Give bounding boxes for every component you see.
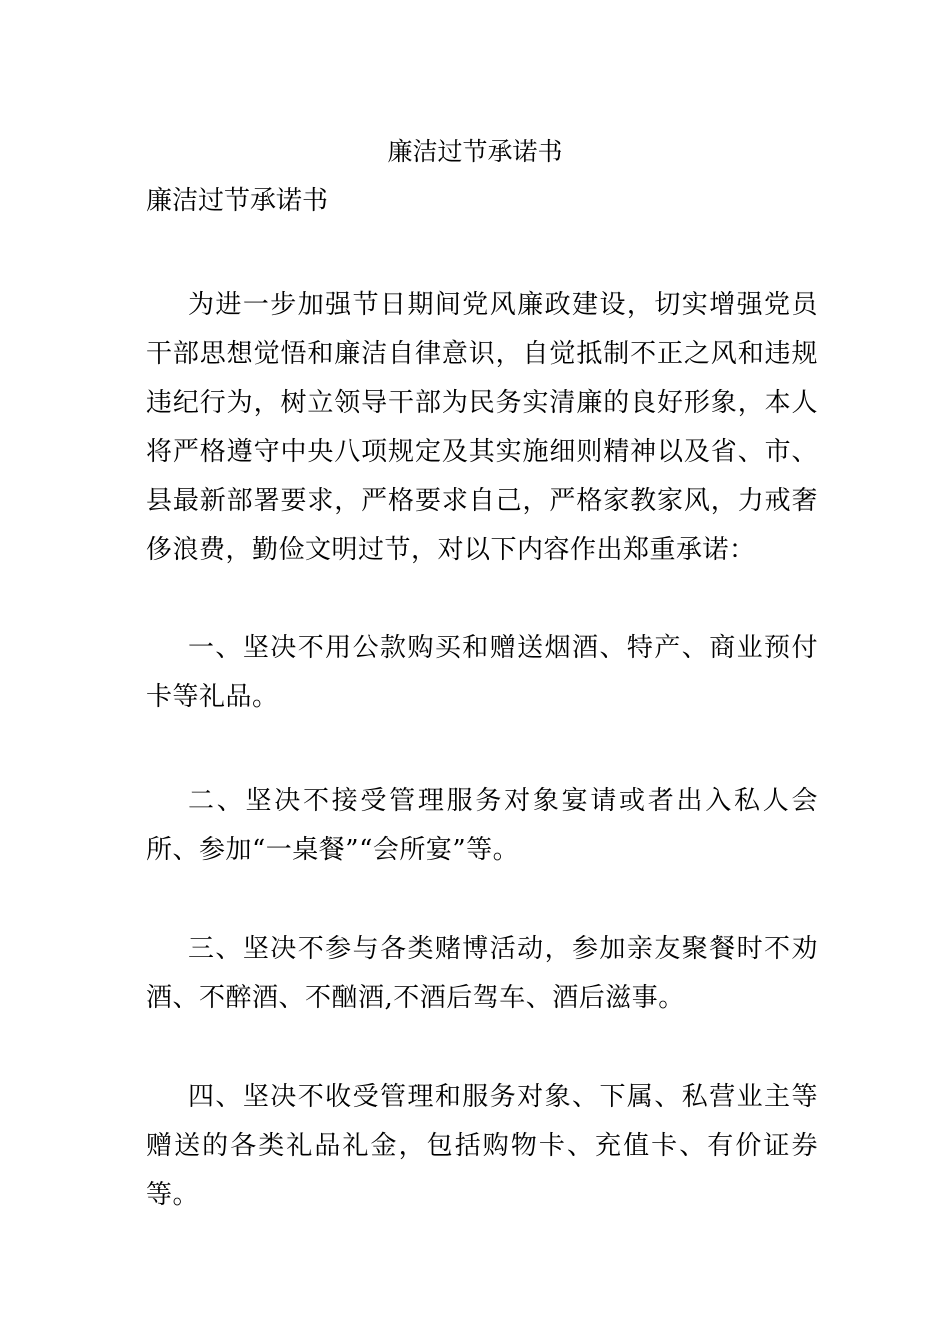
pledge-item-2: 二、坚决不接受管理服务对象宴请或者出入私人会所、参加“一桌餐”“会所宴”等。 [146, 786, 818, 865]
pledge-item-1: 一、坚决不用公款购买和赠送烟酒、特产、商业预付卡等礼品。 [146, 633, 818, 712]
intro-paragraph: 为进一步加强节日期间党风廉政建设，切实增强党员干部思想觉悟和廉洁自律意识，自觉抵制不正之风和违规违纪行为，树立领导干部为民务实清廉的良好形象，本人将严格遵守中央八项规定及其实施细则精神以及省、市、县最新部署要求，严格要求自己，严格家教家风，力戒奢侈浪费，勤俭文明过节，对以下内容作出郑重承诺： [146, 290, 818, 565]
page-title: 廉洁过节承诺书 [387, 137, 563, 166]
pledge-item-4: 四、坚决不收受管理和服务对象、下属、私营业主等赠送的各类礼品礼金，包括购物卡、充值卡、有价证券等。 [146, 1082, 818, 1210]
document-subtitle: 廉洁过节承诺书 [146, 186, 329, 216]
pledge-item-3: 三、坚决不参与各类赌博活动，参加亲友聚餐时不劝酒、不醉酒、不酗酒,不酒后驾车、酒后滋事。 [146, 934, 818, 1013]
